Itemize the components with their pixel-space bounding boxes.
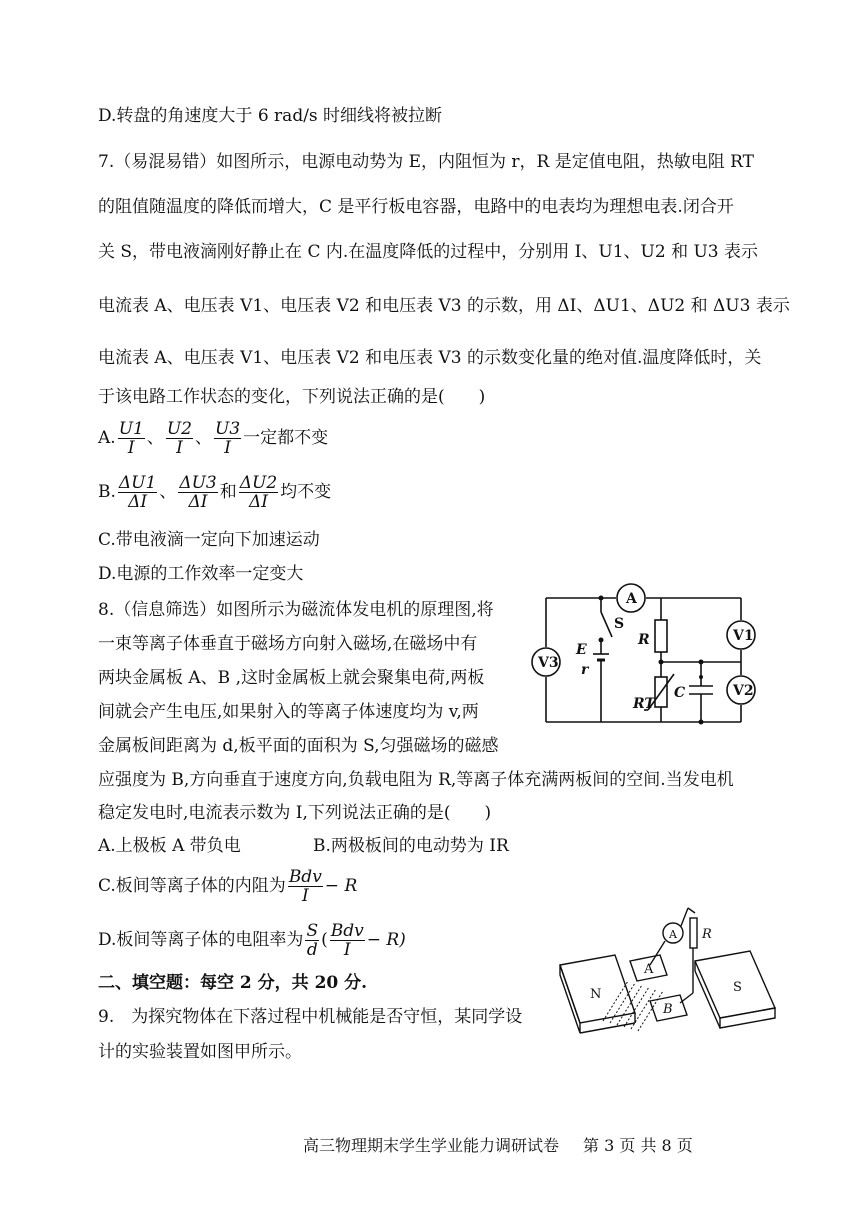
label-v3: V3	[538, 655, 559, 671]
fraction-u1-over-i: $\frac{U1}{I}$	[118, 419, 144, 458]
q8-option-c: C.板间等离子体的内阻为 $\frac{\text{Bdv}}{I}$ − R	[98, 867, 358, 906]
label-capacitor: C	[674, 685, 686, 701]
option-a-text: 一定都不变	[243, 428, 329, 448]
q7-stem-line-2: 的阻值随温度的降低而增大，C 是平行板电容器，电路中的电表均为理想电表.闭合开	[98, 197, 734, 217]
q7-stem-line-6: 于该电路工作状态的变化，下列说法正确的是( )	[98, 387, 486, 407]
label-v2: V2	[733, 683, 754, 699]
q7-option-b: B. $\frac{\Delta U1}{\Delta I}$ 、 $\frac{\Delta U3}{\Delta I}$ 和 $\frac{\Delta U2}{\Delta I}$ 均不变	[98, 473, 332, 512]
label-n-pole: N	[590, 987, 602, 1002]
q9-stem-line-2: 计的实验装置如图甲所示。	[98, 1042, 302, 1062]
fraction-s-over-d: $\frac{S}{d}$	[306, 921, 319, 960]
q7-option-c: C.带电液滴一定向下加速运动	[98, 530, 320, 550]
q8-stem-line-2: 一束等离子体垂直于磁场方向射入磁场,在磁场中有	[98, 634, 478, 654]
label-rt: RT	[633, 696, 655, 712]
q8-stem-line-6: 应强度为 B,方向垂直于速度方向,负载电阻为 R,等离子体充满两板间的空间.当发电机	[98, 770, 734, 790]
q9-stem-line-1: 9. 为探究物体在下落过程中机械能是否守恒，某同学设	[98, 1007, 523, 1027]
option-a-label: A.	[98, 428, 116, 448]
q6-option-d: D.转盘的角速度大于 6 rad/s 时细线将被拉断	[98, 106, 443, 126]
label-internal-r: r	[581, 662, 589, 678]
label-v1: V1	[733, 628, 754, 644]
fraction-u3-over-i: $\frac{U3}{I}$	[215, 419, 241, 458]
fraction-u2-over-i: $\frac{U2}{I}$	[166, 419, 192, 458]
label-emf: E	[576, 642, 587, 658]
q7-stem-line-4: 电流表 A、电压表 V1、电压表 V2 和电压表 V3 的示数，用 ΔI、ΔU1、ΔU2 和 ΔU3 表示	[98, 296, 790, 316]
label-generator-ammeter: A	[669, 928, 677, 941]
fraction-du1-over-di: $\frac{\Delta U1}{\Delta I}$	[118, 473, 157, 512]
label-load-r: R	[702, 927, 712, 942]
option-b-text: 均不变	[280, 482, 332, 502]
fraction-du2-over-di: $\frac{\Delta U2}{\Delta I}$	[239, 473, 278, 512]
q8-stem-line-1: 8.（信息筛选）如图所示为磁流体发电机的原理图,将	[98, 600, 494, 620]
q7-option-d: D.电源的工作效率一定变大	[98, 564, 304, 584]
mhd-generator-diagram	[555, 903, 790, 1038]
q7-stem-line-5: 电流表 A、电压表 V1、电压表 V2 和电压表 V3 的示数变化量的绝对值.温度降低时，关	[98, 348, 762, 368]
fraction-bdv-over-i-2: $\frac{\text{Bdv}}{I}$	[330, 921, 364, 960]
q7-stem-line-3: 关 S，带电液滴刚好静止在 C 内.在温度降低的过程中，分别用 I、U1、U2 和 U3 表示	[98, 242, 759, 262]
footer-page-number: 第 3 页 共 8 页	[583, 1136, 693, 1155]
q8-stem-line-7: 稳定发电时,电流表示数为 I,下列说法正确的是( )	[98, 803, 492, 823]
fraction-du3-over-di: $\frac{\Delta U3}{\Delta I}$	[179, 473, 217, 512]
q8-option-d: D.板间等离子体的电阻率为 $\frac{S}{d}$ ( $\frac{\text{Bdv}}{I}$ − R)	[98, 921, 406, 960]
label-r: R	[638, 632, 650, 648]
fraction-bdv-over-i: $\frac{\text{Bdv}}{I}$	[288, 867, 322, 906]
q8-stem-line-3: 两块金属板 A、B ,这时金属板上就会聚集电荷,两板	[98, 668, 485, 688]
label-s-pole: S	[733, 980, 742, 995]
option-b-label: B.	[98, 482, 116, 502]
circuit-diagram	[526, 582, 776, 732]
q8-option-b: B.两极板间的电动势为 IR	[313, 836, 509, 856]
q8-stem-line-5: 金属板间距离为 d,板平面的面积为 S,匀强磁场的磁感	[98, 736, 499, 756]
q7-option-a: A. $\frac{U1}{I}$ 、 $\frac{U2}{I}$ 、 $\frac{U3}{I}$ 一定都不变	[98, 419, 329, 458]
footer-exam-title: 高三物理期末学生学业能力调研试卷	[303, 1136, 560, 1155]
q8-stem-line-4: 间就会产生电压,如果射入的等离子体速度均为 v,两	[98, 702, 479, 722]
label-plate-a: A	[644, 962, 654, 977]
q7-stem-line-1: 7.（易混易错）如图所示，电源电动势为 E，内阻恒为 r，R 是定值电阻，热敏电阻 RT	[98, 152, 755, 172]
q8-option-a: A.上极板 A 带负电	[98, 836, 241, 856]
label-plate-b: B	[663, 1002, 673, 1017]
label-switch: S	[614, 616, 625, 632]
section-2-title: 二、填空题：每空 2 分，共 20 分.	[98, 973, 368, 993]
label-ammeter: A	[626, 591, 637, 607]
